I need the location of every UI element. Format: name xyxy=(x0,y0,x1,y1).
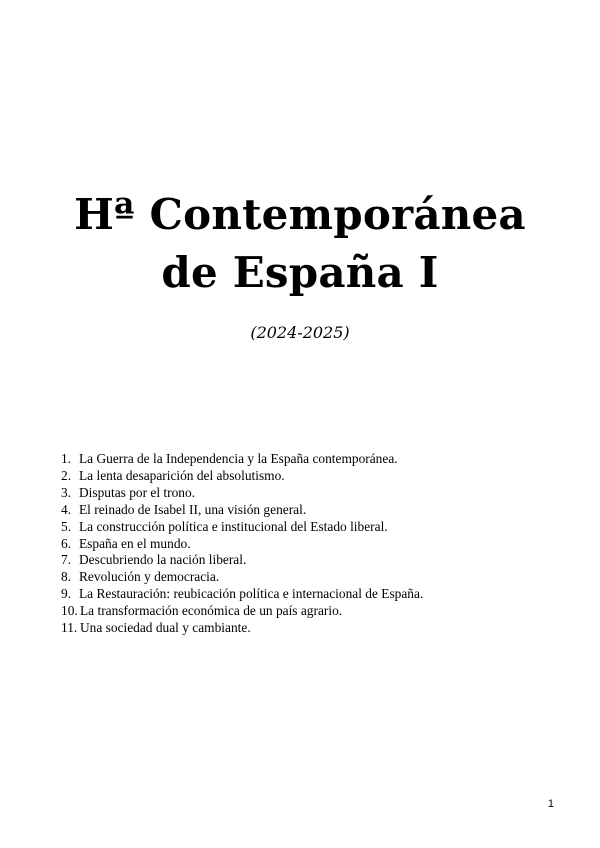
toc-item-number: 8. xyxy=(61,569,72,585)
toc-item-text: La Guerra de la Independencia y la España contemporánea. xyxy=(79,451,398,466)
toc-item xyxy=(61,586,581,603)
table-of-contents xyxy=(61,451,581,637)
toc-item xyxy=(61,603,581,620)
toc-item-number: 7. xyxy=(61,552,72,568)
toc-item xyxy=(61,468,581,485)
toc-item-text: Una sociedad dual y cambiante. xyxy=(80,620,251,636)
toc-item xyxy=(61,502,581,519)
toc-item-number: 4. xyxy=(61,501,72,517)
toc-item-number: 11. xyxy=(61,620,78,636)
toc-item-text: El reinado de Isabel II, una visión general. xyxy=(79,501,307,517)
toc-item-number: 1. xyxy=(61,451,72,466)
toc-item-text: La Restauración: reubicación política e internacional de España. xyxy=(79,586,424,602)
toc-item xyxy=(61,519,581,536)
toc-item xyxy=(61,536,581,553)
toc-item xyxy=(61,552,581,569)
toc-item xyxy=(61,620,581,637)
toc-item-text: España en el mundo. xyxy=(79,535,191,551)
academic-year: (2024-2025) xyxy=(250,323,350,342)
toc-item xyxy=(61,451,581,468)
toc-item-number: 10. xyxy=(61,603,78,619)
toc-item-text: Disputas por el trono. xyxy=(79,484,196,500)
toc-item-number: 3. xyxy=(61,484,72,500)
title-line-1: Hª Contemporánea xyxy=(74,190,526,239)
toc-item-number: 5. xyxy=(61,518,72,534)
toc-item-text: La transformación económica de un país agrario. xyxy=(80,603,343,619)
toc-item-text: La construcción política e institucional del Estado liberal. xyxy=(79,518,388,534)
toc-item-text: Descubriendo la nación liberal. xyxy=(79,552,247,568)
page-number: 1 xyxy=(547,798,554,810)
toc-item-number: 9. xyxy=(61,586,72,602)
toc-item-text: Revolución y democracia. xyxy=(79,569,220,585)
document-title xyxy=(0,186,600,302)
toc-item-number: 2. xyxy=(61,467,72,483)
toc-item-number: 6. xyxy=(61,535,72,551)
toc-item xyxy=(61,569,581,586)
title-line-2: de España I xyxy=(161,248,439,297)
toc-item xyxy=(61,485,581,502)
toc-item-text: La lenta desaparición del absolutismo. xyxy=(79,467,285,483)
